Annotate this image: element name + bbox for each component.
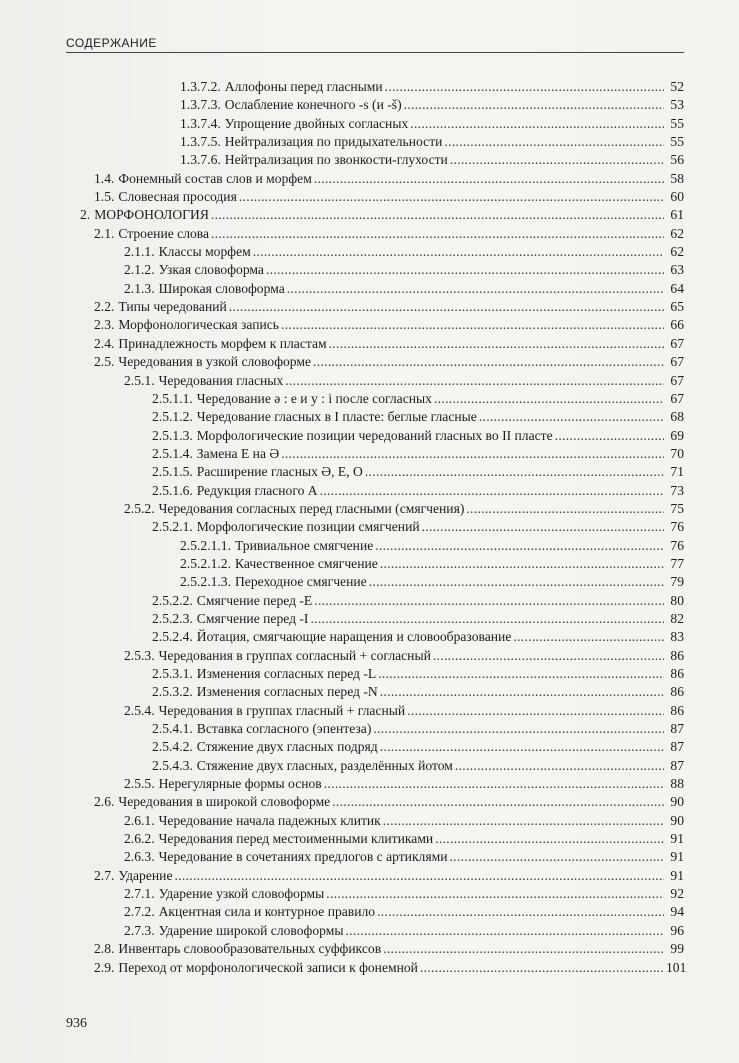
- toc-entry-page: 69: [670, 427, 684, 443]
- toc-entry-page: 64: [670, 280, 684, 296]
- toc-entry-number: 2.8.: [94, 941, 115, 957]
- toc-entry: [80, 573, 684, 591]
- toc-entry: [80, 390, 684, 408]
- toc-entry-title: Чередования гласных: [158, 372, 284, 388]
- toc-entry-page: 58: [670, 170, 684, 186]
- toc-entry-page: 80: [670, 592, 684, 608]
- toc-entry-page: 101: [666, 959, 687, 975]
- toc-leader-dots: [377, 903, 664, 921]
- toc-leader-dots: [314, 592, 664, 610]
- toc-leader-dots: [365, 463, 664, 481]
- toc-leader-dots: [310, 610, 664, 628]
- toc-entry-title: Стяжение двух гласных подряд: [196, 739, 378, 755]
- toc-entry-page: 99: [670, 941, 684, 957]
- toc-entry-number: 2.5.4.3.: [152, 757, 193, 773]
- toc-leader-dots: [380, 555, 664, 573]
- toc-entry-title: Нерегулярные формы основ: [158, 776, 322, 792]
- toc-entry-title: Нейтрализация по звонкости-глухости: [224, 152, 448, 168]
- toc-entry-number: 2.5.2.: [124, 500, 155, 516]
- toc-entry-title: Ослабление конечного -s (и -š): [224, 97, 402, 113]
- toc-entry-title: Строение слова: [118, 225, 210, 241]
- toc-entry: [80, 683, 684, 701]
- toc-entry-title: Изменения согласных перед -L: [196, 666, 377, 681]
- toc-entry-page: 55: [670, 115, 684, 131]
- toc-entry-number: 2.5.2.1.2.: [180, 555, 231, 571]
- toc-entry-page: 86: [670, 647, 684, 663]
- toc-entry-page: 79: [670, 574, 684, 590]
- toc-entry-page: 71: [670, 464, 684, 480]
- toc-entry-page: 91: [670, 849, 684, 865]
- toc-entry-title: Чередования перед местоименными клитиками: [158, 831, 434, 847]
- toc-entry-page: 76: [670, 537, 684, 553]
- toc-entry-number: 2.4.: [94, 335, 115, 351]
- toc-leader-dots: [373, 720, 664, 738]
- toc-entry-title: Словесная просодия: [118, 189, 237, 205]
- toc-entry-page: 65: [670, 299, 684, 315]
- toc-entry-number: 2.6.: [94, 794, 115, 810]
- toc-entry-page: 67: [670, 390, 684, 406]
- toc-entry-page: 62: [670, 244, 684, 260]
- toc-entry: [80, 867, 684, 885]
- toc-leader-dots: [466, 500, 664, 518]
- toc-entry-page: 53: [670, 97, 684, 113]
- toc-entry-title: Фонемный состав слов и морфем: [118, 170, 312, 186]
- toc-entry: [80, 445, 684, 463]
- toc-entry-title: Переход от морфонологической записи к фонемной: [118, 959, 418, 975]
- toc-entry-title: Изменения согласных перед -N: [196, 684, 378, 700]
- toc-entry: [80, 647, 684, 665]
- toc-entry-title: Чередования в группах согласный + согласный: [158, 647, 431, 663]
- toc-entry-page: 67: [670, 354, 684, 370]
- toc-leader-dots: [383, 940, 664, 958]
- toc-entry: [80, 830, 684, 848]
- toc-entry: [80, 133, 684, 151]
- toc-leader-dots: [433, 647, 664, 665]
- toc-entry-number: 2.1.1.: [124, 244, 155, 260]
- toc-leader-dots: [281, 445, 664, 463]
- toc-entry-number: 1.3.7.5.: [180, 134, 221, 150]
- toc-entry-number: 2.5.1.6.: [152, 482, 193, 498]
- toc-entry: [80, 628, 684, 646]
- toc-leader-dots: [383, 812, 664, 830]
- toc-entry-page: 92: [670, 886, 684, 902]
- toc-entry: [80, 261, 684, 279]
- toc-entry-page: 91: [670, 867, 684, 883]
- toc-entry-number: 2.5.3.1.: [152, 666, 193, 681]
- toc-entry-title: Вставка согласного (эпентеза): [196, 721, 372, 737]
- toc-leader-dots: [326, 885, 664, 903]
- toc-entry-title: Акцентная сила и контурное правило: [158, 904, 376, 920]
- toc-leader-dots: [281, 316, 664, 334]
- toc-entry-title: Качественное смягчение: [234, 555, 378, 571]
- toc-entry-page: 86: [670, 684, 684, 700]
- toc-entry-page: 82: [670, 610, 684, 626]
- toc-entry-page: 52: [670, 79, 684, 94]
- toc-entry-title: Морфологические позиции чередований гласных во II пласте: [196, 427, 553, 443]
- toc-entry-number: 2.5.2.1.3.: [180, 574, 231, 590]
- toc-leader-dots: [345, 922, 664, 940]
- toc-entry: [80, 170, 684, 188]
- toc-entry-title: Классы морфем: [158, 244, 251, 260]
- page-number: 936: [66, 1016, 87, 1031]
- toc-entry: [80, 335, 684, 353]
- toc-entry-title: Узкая словоформа: [158, 262, 264, 278]
- toc-leader-dots: [404, 96, 664, 114]
- toc-entry-number: 2.7.: [94, 867, 115, 883]
- toc-entry-page: 73: [670, 482, 684, 498]
- toc-entry: [80, 408, 684, 426]
- toc-entry-title: Типы чередований: [118, 299, 227, 315]
- toc-entry-number: 2.2.: [94, 299, 115, 315]
- toc-entry-number: 2.5.2.1.: [152, 519, 193, 535]
- toc-leader-dots: [410, 115, 664, 133]
- toc-leader-dots: [314, 170, 664, 188]
- toc-leader-dots: [513, 628, 664, 646]
- toc-entry: [80, 537, 684, 555]
- toc-entry-title: Чередование в сочетаниях предлогов с артиклями: [158, 849, 448, 865]
- toc-leader-dots: [320, 482, 664, 500]
- toc-entry: [80, 500, 684, 518]
- toc-entry-number: 1.3.7.3.: [180, 97, 221, 113]
- toc-entry-page: 70: [670, 445, 684, 461]
- toc-entry-number: 2.5.2.3.: [152, 610, 193, 626]
- toc-entry-title: Аллофоны перед гласными: [224, 79, 383, 94]
- toc-leader-dots: [449, 848, 664, 866]
- toc-entry-title: Инвентарь словообразовательных суффиксов: [118, 941, 382, 957]
- toc-entry-title: Чередования в широкой словоформе: [118, 794, 331, 810]
- toc-leader-dots: [239, 188, 664, 206]
- toc-entry-page: 86: [670, 666, 684, 681]
- toc-leader-dots: [375, 537, 664, 555]
- toc-entry: [80, 151, 684, 169]
- toc-entry: [80, 78, 684, 96]
- toc-entry: [80, 738, 684, 756]
- toc-entry-page: 56: [670, 152, 684, 168]
- toc-entry-number: 2.5.2.4.: [152, 629, 193, 645]
- toc-leader-dots: [380, 738, 664, 756]
- toc-leader-dots: [287, 280, 664, 298]
- toc-entry-number: 2.1.3.: [124, 280, 155, 296]
- toc-entry-page: 86: [670, 702, 684, 718]
- toc-entry: [80, 793, 684, 811]
- toc-entry-page: 67: [670, 372, 684, 388]
- toc-entry-title: Морфологические позиции смягчений: [196, 519, 420, 535]
- toc-entry-number: 2.5.5.: [124, 776, 155, 792]
- toc-entry: [80, 518, 684, 536]
- toc-leader-dots: [211, 206, 664, 224]
- toc-leader-dots: [211, 225, 664, 243]
- toc-entry: [80, 427, 684, 445]
- toc-entry-number: 2.5.1.1.: [152, 390, 193, 406]
- toc-entry-number: 2.5.2.2.: [152, 592, 193, 608]
- toc-entry-title: Ударение: [118, 867, 173, 883]
- toc-entry: [80, 353, 684, 371]
- toc-entry: [80, 959, 687, 977]
- toc-entry-number: 2.3.: [94, 317, 115, 333]
- toc-leader-dots: [332, 793, 664, 811]
- toc-entry-page: 60: [670, 189, 684, 205]
- toc-leader-dots: [380, 683, 664, 701]
- toc-entry-title: Чередования в группах гласный + гласный: [158, 702, 406, 718]
- header-rule: [66, 52, 684, 53]
- toc-entry: [80, 665, 684, 683]
- toc-entry: [80, 280, 684, 298]
- toc-leader-dots: [378, 665, 664, 683]
- toc-entry-number: 2.9.: [94, 959, 115, 975]
- toc-entry-title: Ударение широкой словоформы: [158, 922, 344, 938]
- toc-entry: [80, 298, 684, 316]
- toc-leader-dots: [407, 702, 664, 720]
- toc-entry-number: 2.5.: [94, 354, 115, 370]
- toc-entry: [80, 702, 684, 720]
- toc-entry-number: 2.5.3.2.: [152, 684, 193, 700]
- toc-entry-page: 75: [670, 500, 684, 516]
- toc-entry-page: 90: [670, 794, 684, 810]
- toc-entry-number: 1.5.: [94, 189, 115, 205]
- toc-entry-number: 2.6.1.: [124, 812, 155, 828]
- toc-entry: [80, 848, 684, 866]
- toc-entry-number: 2.5.1.3.: [152, 427, 193, 443]
- toc-leader-dots: [555, 427, 664, 445]
- toc-entry-page: 83: [670, 629, 684, 645]
- toc-leader-dots: [444, 133, 664, 151]
- toc-entry-number: 2.5.4.2.: [152, 739, 193, 755]
- toc-entry-page: 87: [670, 739, 684, 755]
- toc-entry-page: 94: [670, 904, 684, 920]
- toc-entry-title: Принадлежность морфем к пластам: [118, 335, 327, 351]
- toc-leader-dots: [313, 353, 664, 371]
- toc-leader-dots: [422, 518, 664, 536]
- toc-entry-number: 2.5.2.1.1.: [180, 537, 231, 553]
- toc-entry-title: МОРФОНОЛОГИЯ: [94, 207, 209, 223]
- toc-entry-title: Редукция гласного A: [196, 482, 318, 498]
- toc-entry-page: 87: [670, 757, 684, 773]
- toc-entry-title: Йотация, смягчающие наращения и словообразование: [196, 629, 512, 645]
- toc-entry-title: Ударение узкой словоформы: [158, 886, 325, 902]
- toc-entry: [80, 96, 684, 114]
- toc-entry: [80, 812, 684, 830]
- toc-entry-title: Смягчение перед -E: [196, 592, 313, 608]
- toc-entry: [80, 903, 684, 921]
- toc-leader-dots: [455, 757, 664, 775]
- toc-entry-number: 2.: [80, 207, 91, 223]
- toc-entry-number: 2.5.4.1.: [152, 721, 193, 737]
- running-header: СОДЕРЖАНИЕ: [66, 36, 157, 50]
- toc-entry: [80, 775, 684, 793]
- toc-leader-dots: [266, 261, 664, 279]
- toc-entry: [80, 225, 684, 243]
- toc-entry-title: Чередование начала падежных клитик: [158, 812, 381, 828]
- toc-entry: [80, 372, 684, 390]
- toc-entry-title: Стяжение двух гласных, разделённых йотом: [196, 757, 453, 773]
- toc-entry-title: Переходное смягчение: [234, 574, 367, 590]
- toc-entry-number: 2.1.2.: [124, 262, 155, 278]
- toc-entry-number: 1.3.7.6.: [180, 152, 221, 168]
- toc-entry: [80, 940, 684, 958]
- toc-entry: [80, 206, 684, 224]
- toc-entry-number: 2.5.1.5.: [152, 464, 193, 480]
- toc-entry: [80, 610, 684, 628]
- toc-entry-number: 2.7.2.: [124, 904, 155, 920]
- toc-leader-dots: [385, 78, 664, 96]
- toc-entry: [80, 243, 684, 261]
- toc-entry-number: 2.6.2.: [124, 831, 155, 847]
- toc-entry: [80, 885, 684, 903]
- toc-entry: [80, 188, 684, 206]
- toc-leader-dots: [479, 408, 664, 426]
- toc-entry: [80, 720, 684, 738]
- toc-entry-number: 1.3.7.2.: [180, 79, 221, 94]
- toc-entry-number: 2.5.1.2.: [152, 409, 193, 425]
- table-of-contents: [80, 78, 687, 977]
- toc-entry-page: 66: [670, 317, 684, 333]
- toc-leader-dots: [435, 830, 664, 848]
- toc-entry-page: 61: [670, 207, 684, 223]
- toc-entry-page: 96: [670, 922, 684, 938]
- toc-entry-number: 2.5.1.: [124, 372, 155, 388]
- toc-entry-title: Чередования согласных перед гласными (смягчения): [158, 500, 465, 516]
- toc-leader-dots: [420, 959, 664, 977]
- toc-entry-title: Чередование гласных в I пласте: беглые гласные: [196, 409, 477, 425]
- toc-leader-dots: [369, 573, 664, 591]
- toc-entry-page: 77: [670, 555, 684, 571]
- toc-entry-page: 90: [670, 812, 684, 828]
- toc-leader-dots: [229, 298, 664, 316]
- toc-entry-page: 76: [670, 519, 684, 535]
- toc-entry: [80, 592, 684, 610]
- toc-entry-page: 88: [670, 776, 684, 792]
- toc-entry: [80, 463, 684, 481]
- toc-entry: [80, 316, 684, 334]
- toc-entry-page: 63: [670, 262, 684, 278]
- toc-entry-title: Нейтрализация по придыхательности: [224, 134, 443, 150]
- toc-entry-title: Расширение гласных Ə, E, O: [196, 464, 363, 480]
- toc-entry-number: 2.6.3.: [124, 849, 155, 865]
- toc-leader-dots: [285, 372, 664, 390]
- toc-entry: [80, 757, 684, 775]
- toc-entry-page: 62: [670, 225, 684, 241]
- toc-entry-number: 2.7.1.: [124, 886, 155, 902]
- toc-entry: [80, 115, 684, 133]
- toc-leader-dots: [324, 775, 664, 793]
- toc-leader-dots: [329, 335, 664, 353]
- toc-entry: [80, 922, 684, 940]
- toc-entry-page: 91: [670, 831, 684, 847]
- toc-entry-number: 1.4.: [94, 170, 115, 186]
- toc-entry-number: 2.5.1.4.: [152, 445, 193, 461]
- toc-leader-dots: [174, 867, 664, 885]
- toc-entry-number: 2.1.: [94, 225, 115, 241]
- toc-entry-number: 2.7.3.: [124, 922, 155, 938]
- toc-entry-title: Широкая словоформа: [158, 280, 285, 296]
- toc-entry-title: Смягчение перед -I: [196, 610, 309, 626]
- toc-entry-number: 2.5.3.: [124, 647, 155, 663]
- toc-entry-page: 87: [670, 721, 684, 737]
- toc-entry: [80, 482, 684, 500]
- toc-leader-dots: [253, 243, 664, 261]
- toc-entry-title: Чередования в узкой словоформе: [118, 354, 312, 370]
- toc-entry-number: 2.5.4.: [124, 702, 155, 718]
- toc-entry-title: Тривиальное смягчение: [234, 537, 374, 553]
- toc-entry-title: Упрощение двойных согласных: [224, 115, 409, 131]
- toc-entry-page: 55: [670, 134, 684, 150]
- toc-entry-page: 68: [670, 409, 684, 425]
- toc-entry-title: Морфонологическая запись: [118, 317, 279, 333]
- toc-entry-title: Замена E на Ə: [196, 445, 280, 461]
- toc-entry-title: Чередование ə : e и y : i после согласных: [196, 390, 432, 406]
- toc-leader-dots: [434, 390, 664, 408]
- toc-entry: [80, 555, 684, 573]
- toc-entry-number: 1.3.7.4.: [180, 115, 221, 131]
- toc-entry-page: 67: [670, 335, 684, 351]
- toc-leader-dots: [450, 151, 664, 169]
